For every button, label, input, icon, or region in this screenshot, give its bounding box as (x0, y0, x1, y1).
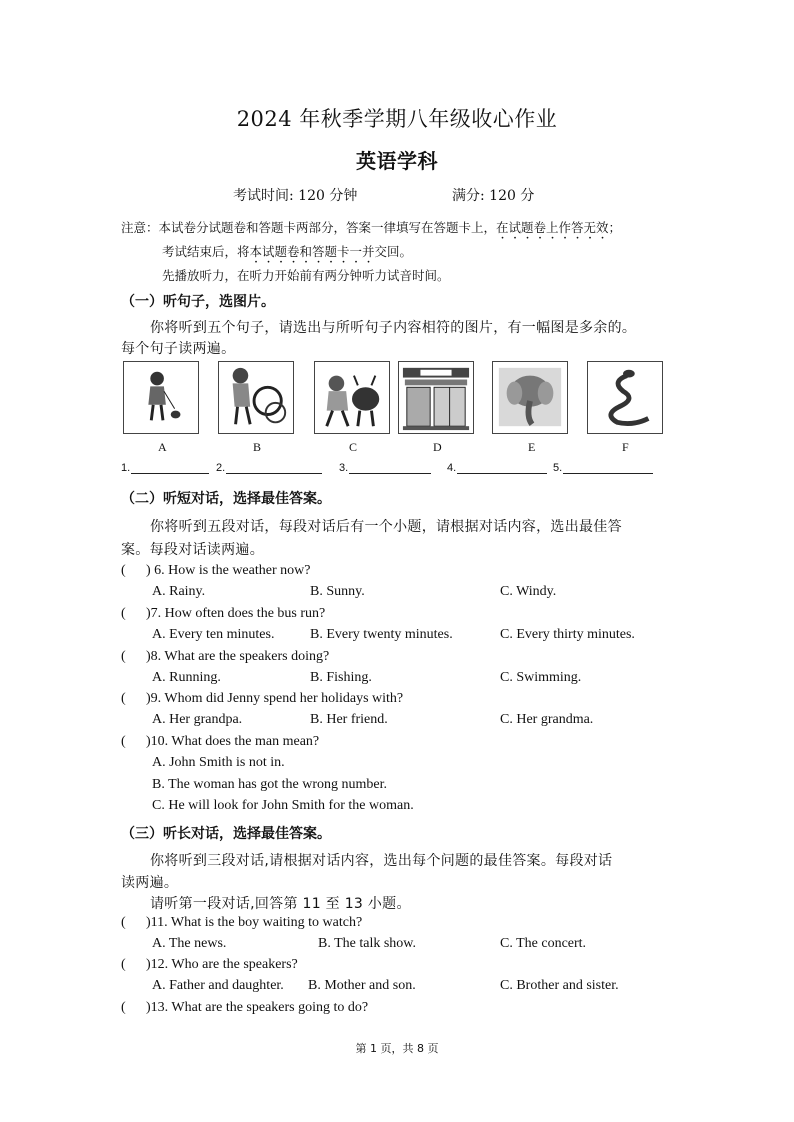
question-11: )11. What is the boy waiting to watch? (146, 915, 363, 930)
question-7: )7. How often does the bus run? (146, 606, 326, 621)
question-8-option-c: C. Swimming. (500, 670, 582, 685)
question-11-paren: ( (121, 915, 126, 930)
section-3-sub-instruction: 请听第一段对话,回答第 11 至 13 小题。 (150, 896, 411, 912)
question-9-paren: ( (121, 691, 126, 706)
blank-number: 4. (447, 462, 457, 474)
question-8-option-b: B. Fishing. (310, 670, 372, 685)
question-9: )9. Whom did Jenny spend her holidays with? (146, 691, 404, 706)
blank-number: 2. (216, 462, 226, 474)
picture-label-d: D (433, 440, 442, 454)
exam-time: 考试时间: 120 分钟 (233, 188, 358, 204)
picture-e (492, 361, 568, 434)
question-11-option-a: A. The news. (152, 936, 227, 951)
snake-icon (588, 362, 662, 433)
question-11-option-c: C. The concert. (500, 936, 587, 951)
question-13: )13. What are the speakers going to do? (146, 1000, 369, 1015)
question-6-option-a: A. Rainy. (152, 584, 206, 599)
question-11-option-b: B. The talk show. (318, 936, 416, 951)
blank-number: 3. (339, 462, 349, 474)
answer-blank-2[interactable] (216, 461, 322, 474)
subject-title: 英语学科 (356, 149, 438, 173)
answer-blank-4[interactable] (447, 461, 547, 474)
elephant-icon (493, 362, 567, 433)
question-10-option-a: A. John Smith is not in. (152, 755, 285, 770)
question-12-option-b: B. Mother and son. (308, 978, 416, 993)
question-8-paren: ( (121, 649, 126, 664)
note-line-2 (162, 242, 412, 266)
answer-blank-3[interactable] (339, 461, 431, 474)
section-3-heading: （三）听长对话，选择最佳答案。 (121, 826, 331, 842)
girl-walking-dog-icon (124, 362, 198, 433)
blank-line (563, 461, 653, 474)
section-3-instruction-2: 读两遍。 (121, 875, 179, 891)
full-score: 满分: 120 分 (452, 188, 535, 204)
question-7-option-c: C. Every thirty minutes. (500, 627, 635, 642)
blank-number: 1. (121, 462, 131, 474)
girl-and-bull-icon (315, 362, 389, 433)
picture-d (398, 361, 474, 434)
boy-with-bicycle-icon (219, 362, 293, 433)
blank-line (226, 461, 322, 474)
section-1-instruction-1: 你将听到五个句子，请选出与所听句子内容相符的图片，有一幅图是多余的。 (150, 320, 637, 336)
question-7-option-a: A. Every ten minutes. (152, 627, 275, 642)
section-2-instruction-2: 案。每段对话读两遍。 (121, 542, 264, 558)
question-9-option-b: B. Her friend. (310, 712, 388, 727)
question-10-option-b: B. The woman has got the wrong number. (152, 777, 387, 792)
question-9-option-a: A. Her grandpa. (152, 712, 243, 727)
question-9-option-c: C. Her grandma. (500, 712, 594, 727)
note-line-2-emphasis: 本试题卷和答题卡一并 (249, 244, 375, 259)
question-12-paren: ( (121, 957, 126, 972)
note-line-2-a: 考试结束后，将 (162, 244, 250, 259)
exam-title: 2024 年秋季学期八年级收心作业 (236, 107, 558, 131)
question-6: ) 6. How is the weather now? (146, 563, 311, 578)
picture-a (123, 361, 199, 434)
question-12-option-a: A. Father and daughter. (152, 978, 284, 993)
note-line-1-c: ； (608, 220, 622, 235)
shop-front-icon (399, 362, 473, 433)
question-12-option-c: C. Brother and sister. (500, 978, 619, 993)
picture-label-e: E (528, 440, 536, 454)
question-7-paren: ( (121, 606, 126, 621)
picture-b (218, 361, 294, 434)
section-2-heading: （二）听短对话，选择最佳答案。 (121, 491, 331, 507)
question-8: )8. What are the speakers doing? (146, 649, 330, 664)
question-10: )10. What does the man mean? (146, 734, 320, 749)
blank-line (349, 461, 431, 474)
note-line-1-emphasis: 在试题卷上作答无效 (496, 220, 609, 235)
answer-blank-1[interactable] (121, 461, 209, 474)
question-10-paren: ( (121, 734, 126, 749)
section-1-instruction-2: 每个句子读两遍。 (121, 341, 236, 357)
answer-blank-5[interactable] (553, 461, 653, 474)
section-1-heading: （一）听句子，选图片。 (121, 294, 275, 310)
note-line-3: 先播放听力，在听力开始前有两分钟听力试音时间。 (162, 268, 450, 283)
note-line-1 (121, 218, 621, 242)
blank-line (457, 461, 547, 474)
picture-label-a: A (158, 440, 167, 454)
note-line-1-a: 注意：本试卷分试题卷和答题卡两部分，答案一律填写在答题卡上， (121, 220, 497, 235)
section-3-instruction-1: 你将听到三段对话,请根据对话内容，选出每个问题的最佳答案。每段对话 (150, 853, 613, 869)
note-line-2-c: 交回。 (374, 244, 413, 259)
question-12: )12. Who are the speakers? (146, 957, 298, 972)
question-6-paren: ( (121, 563, 126, 578)
page-footer: 第 1 页，共 8 页 (355, 1042, 439, 1055)
question-6-option-b: B. Sunny. (310, 584, 365, 599)
blank-number: 5. (553, 462, 563, 474)
picture-label-f: F (622, 440, 629, 454)
question-8-option-a: A. Running. (152, 670, 221, 685)
question-13-paren: ( (121, 1000, 126, 1015)
question-10-option-c: C. He will look for John Smith for the woman. (152, 798, 414, 813)
picture-label-b: B (253, 440, 262, 454)
question-6-option-c: C. Windy. (500, 584, 557, 599)
blank-line (131, 461, 209, 474)
picture-f (587, 361, 663, 434)
section-2-instruction-1: 你将听到五段对话，每段对话后有一个小题，请根据对话内容，选出最佳答 (150, 519, 622, 535)
picture-label-c: C (349, 440, 358, 454)
question-7-option-b: B. Every twenty minutes. (310, 627, 453, 642)
picture-c (314, 361, 390, 434)
